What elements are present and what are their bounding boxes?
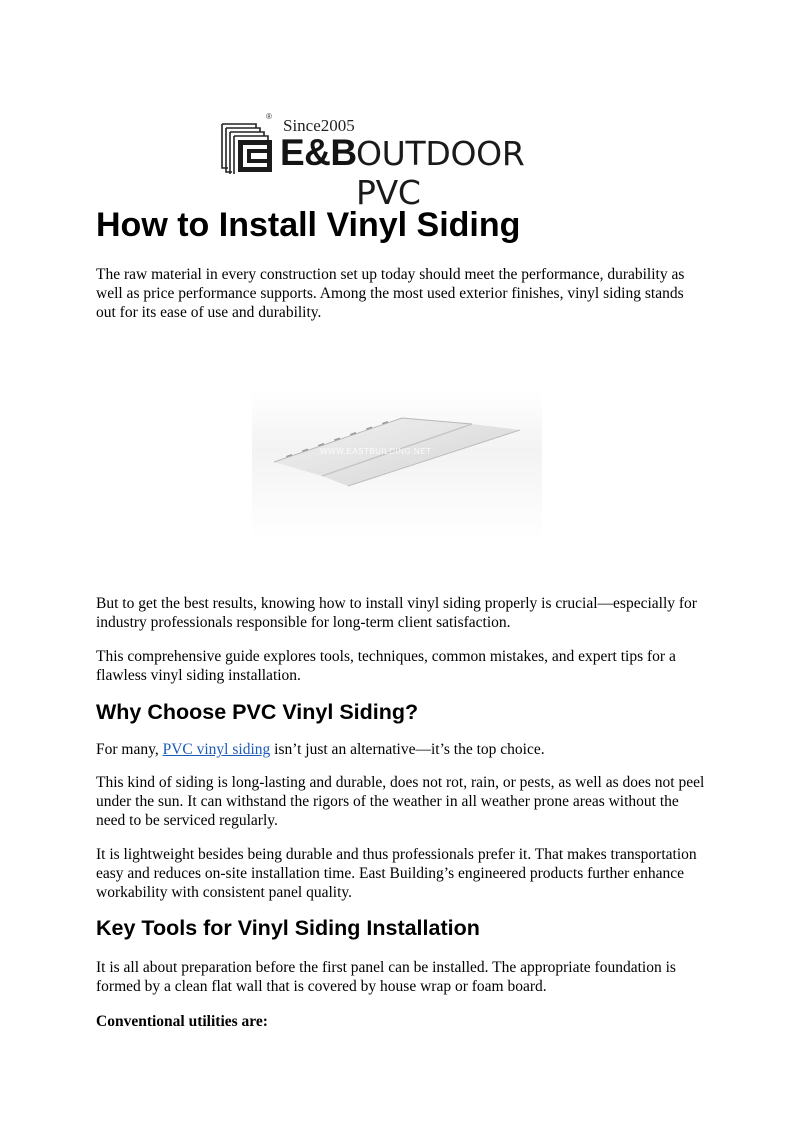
logo-brand-short: E&B	[280, 132, 357, 173]
image-watermark: WWW.EASTBUILDING.NET	[320, 447, 432, 456]
logo-since-text: Since2005	[283, 116, 355, 135]
why-choose-paragraph-3: It is lightweight besides being durable and thus professionals prefer it. That makes transportation easy and reduces on-site installation time. East Building’s engineered products further enhance workability with consistent panel quality.	[96, 846, 697, 901]
registered-mark: ®	[266, 112, 272, 121]
best-results-paragraph: But to get the best results, knowing how to install vinyl siding properly is crucial—especially for industry professionals responsible for long-term client satisfaction.	[96, 595, 697, 631]
pvc-vinyl-siding-link[interactable]: PVC vinyl siding	[162, 741, 271, 758]
conventional-utilities-label: Conventional utilities are:	[96, 1013, 268, 1030]
why-p1-before: For many,	[96, 741, 163, 758]
key-tools-heading: Key Tools for Vinyl Siding Installation	[96, 916, 480, 940]
intro-paragraph: The raw material in every construction set up today should meet the performance, durability as well as price performance supports. Among the most used exterior finishes, vinyl siding stands out for its ease of use and durability.	[96, 266, 685, 321]
page-title: How to Install Vinyl Siding	[96, 206, 521, 244]
why-p1-after: isn’t just an alternative—it’s the top choice.	[270, 741, 545, 758]
logo-mark-icon	[220, 118, 276, 174]
guide-paragraph: This comprehensive guide explores tools, techniques, common mistakes, and expert tips for a flawless vinyl siding installation.	[96, 648, 676, 684]
vinyl-siding-panel-image	[252, 390, 542, 540]
why-choose-heading: Why Choose PVC Vinyl Siding?	[96, 700, 419, 724]
logo-brand-rest: OUTDOOR PVC	[356, 134, 525, 212]
eb-outdoor-pvc-logo	[220, 112, 582, 212]
key-tools-paragraph: It is all about preparation before the first panel can be installed. The appropriate foundation is formed by a clean flat wall that is covered by house wrap or foam board.	[96, 959, 676, 995]
why-choose-paragraph-1	[96, 740, 706, 759]
why-choose-paragraph-2: This kind of siding is long-lasting and durable, does not rot, rain, or pests, as well as does not peel under the sun. It can withstand the rigors of the weather in all weather prone areas without the need to be serviced regularly.	[96, 774, 705, 829]
